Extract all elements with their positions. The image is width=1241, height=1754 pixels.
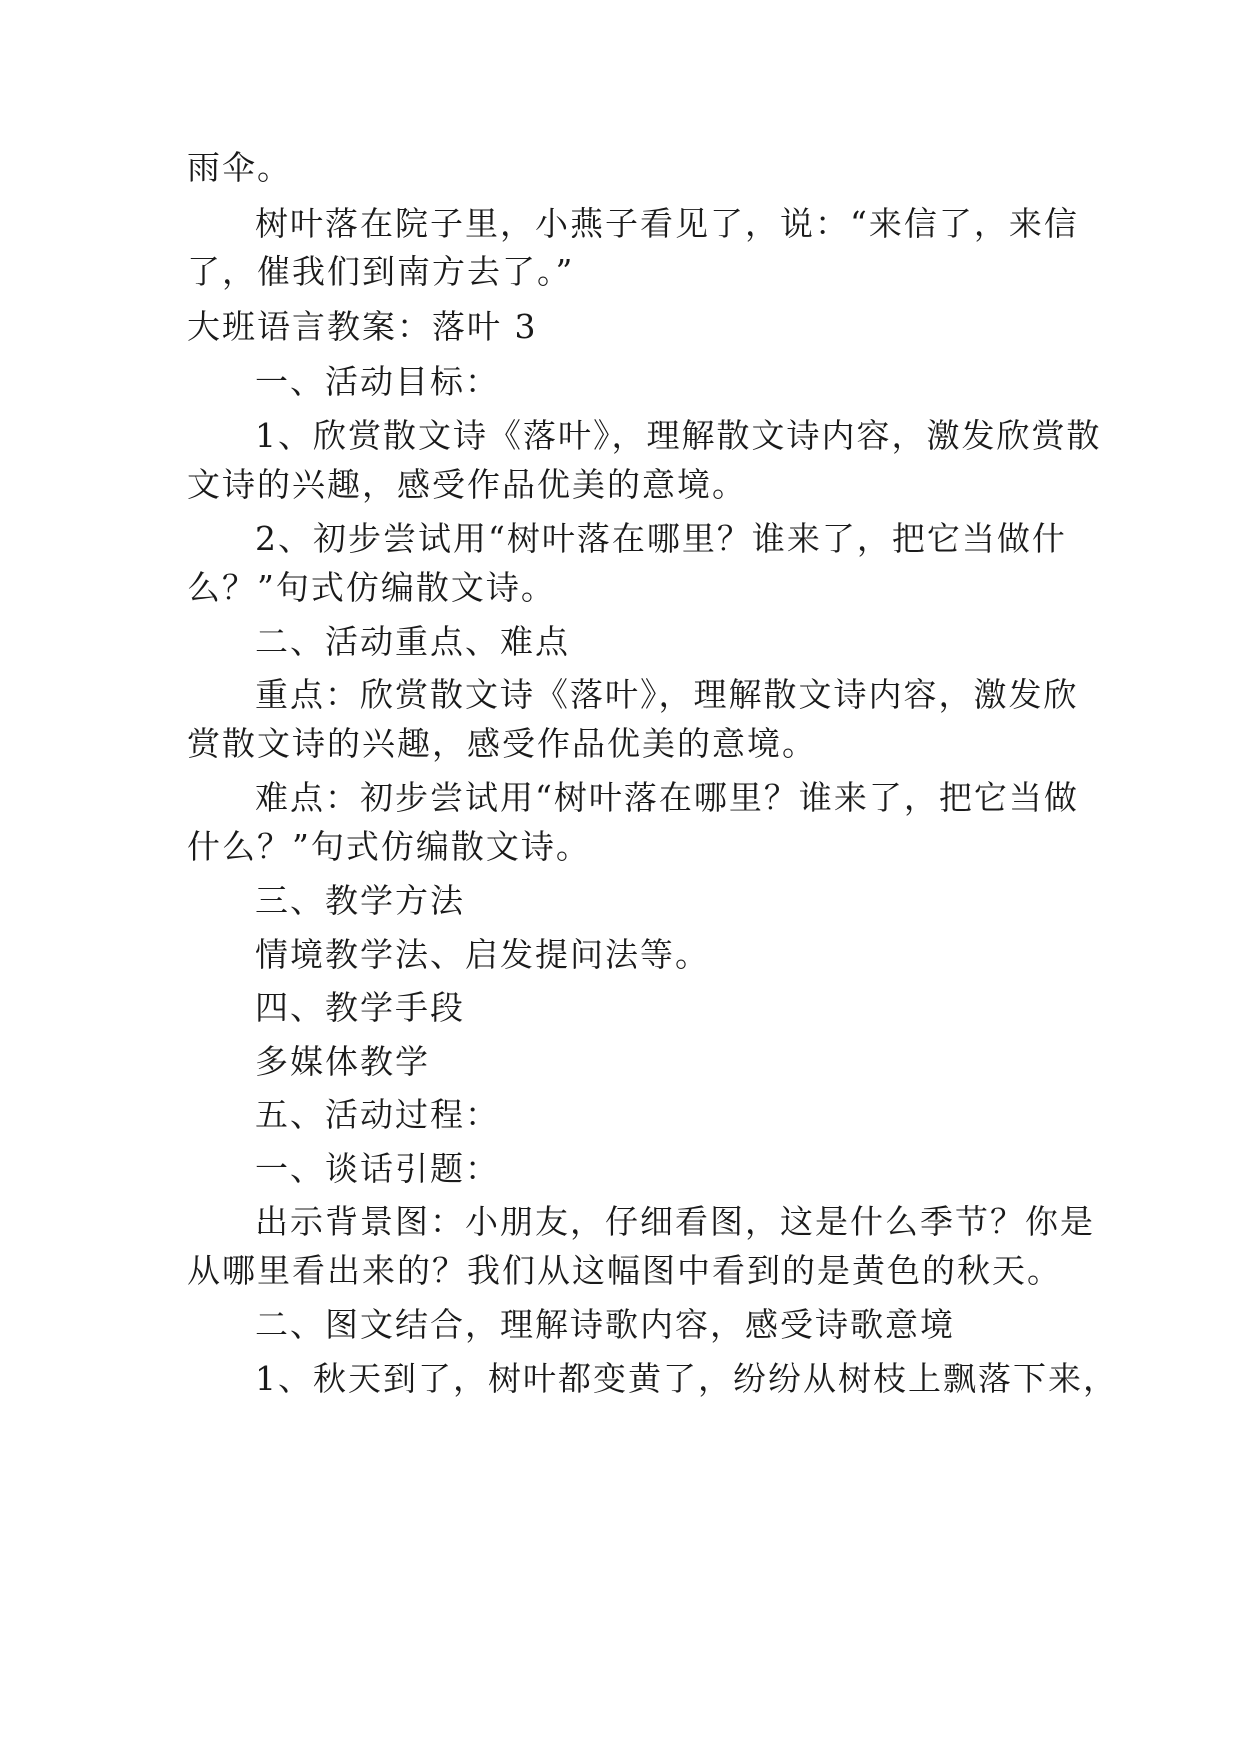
paragraph-line: 雨伞。 bbox=[187, 148, 292, 187]
paragraph-line: 2、初步尝试用“树叶落在哪里？谁来了，把它当做什 bbox=[255, 519, 1067, 558]
paragraph-line: 情境教学法、启发提问法等。 bbox=[255, 935, 710, 974]
section-heading: 大班语言教案：落叶 3 bbox=[187, 307, 538, 346]
paragraph-line: 文诗的兴趣，感受作品优美的意境。 bbox=[187, 465, 747, 504]
section-heading: 二、活动重点、难点 bbox=[255, 622, 570, 661]
section-heading: 四、教学手段 bbox=[255, 988, 465, 1027]
paragraph-line: 1、秋天到了，树叶都变黄了，纷纷从树枝上飘落下来， bbox=[255, 1359, 1118, 1398]
section-heading: 一、活动目标： bbox=[255, 362, 500, 401]
paragraph-line: 从哪里看出来的？我们从这幅图中看到的是黄色的秋天。 bbox=[187, 1251, 1062, 1290]
paragraph-line: 么？”句式仿编散文诗。 bbox=[187, 568, 556, 607]
paragraph-line: 1、欣赏散文诗《落叶》，理解散文诗内容，激发欣赏散 bbox=[255, 416, 1102, 455]
section-heading: 二、图文结合，理解诗歌内容，感受诗歌意境 bbox=[255, 1305, 955, 1344]
paragraph-line: 什么？”句式仿编散文诗。 bbox=[187, 827, 591, 866]
paragraph-line: 了，催我们到南方去了。” bbox=[187, 252, 575, 291]
paragraph-line: 树叶落在院子里，小燕子看见了，说：“来信了，来信 bbox=[255, 204, 1079, 243]
paragraph-line: 难点：初步尝试用“树叶落在哪里？谁来了，把它当做 bbox=[255, 778, 1079, 817]
section-heading: 一、谈话引题： bbox=[255, 1149, 500, 1188]
paragraph-line: 多媒体教学 bbox=[255, 1042, 430, 1081]
paragraph-line: 重点：欣赏散文诗《落叶》，理解散文诗内容，激发欣 bbox=[255, 675, 1079, 714]
paragraph-line: 出示背景图：小朋友，仔细看图，这是什么季节？你是 bbox=[255, 1202, 1095, 1241]
paragraph-line: 赏散文诗的兴趣，感受作品优美的意境。 bbox=[187, 724, 817, 763]
section-heading: 五、活动过程： bbox=[255, 1095, 500, 1134]
section-heading: 三、教学方法 bbox=[255, 881, 465, 920]
